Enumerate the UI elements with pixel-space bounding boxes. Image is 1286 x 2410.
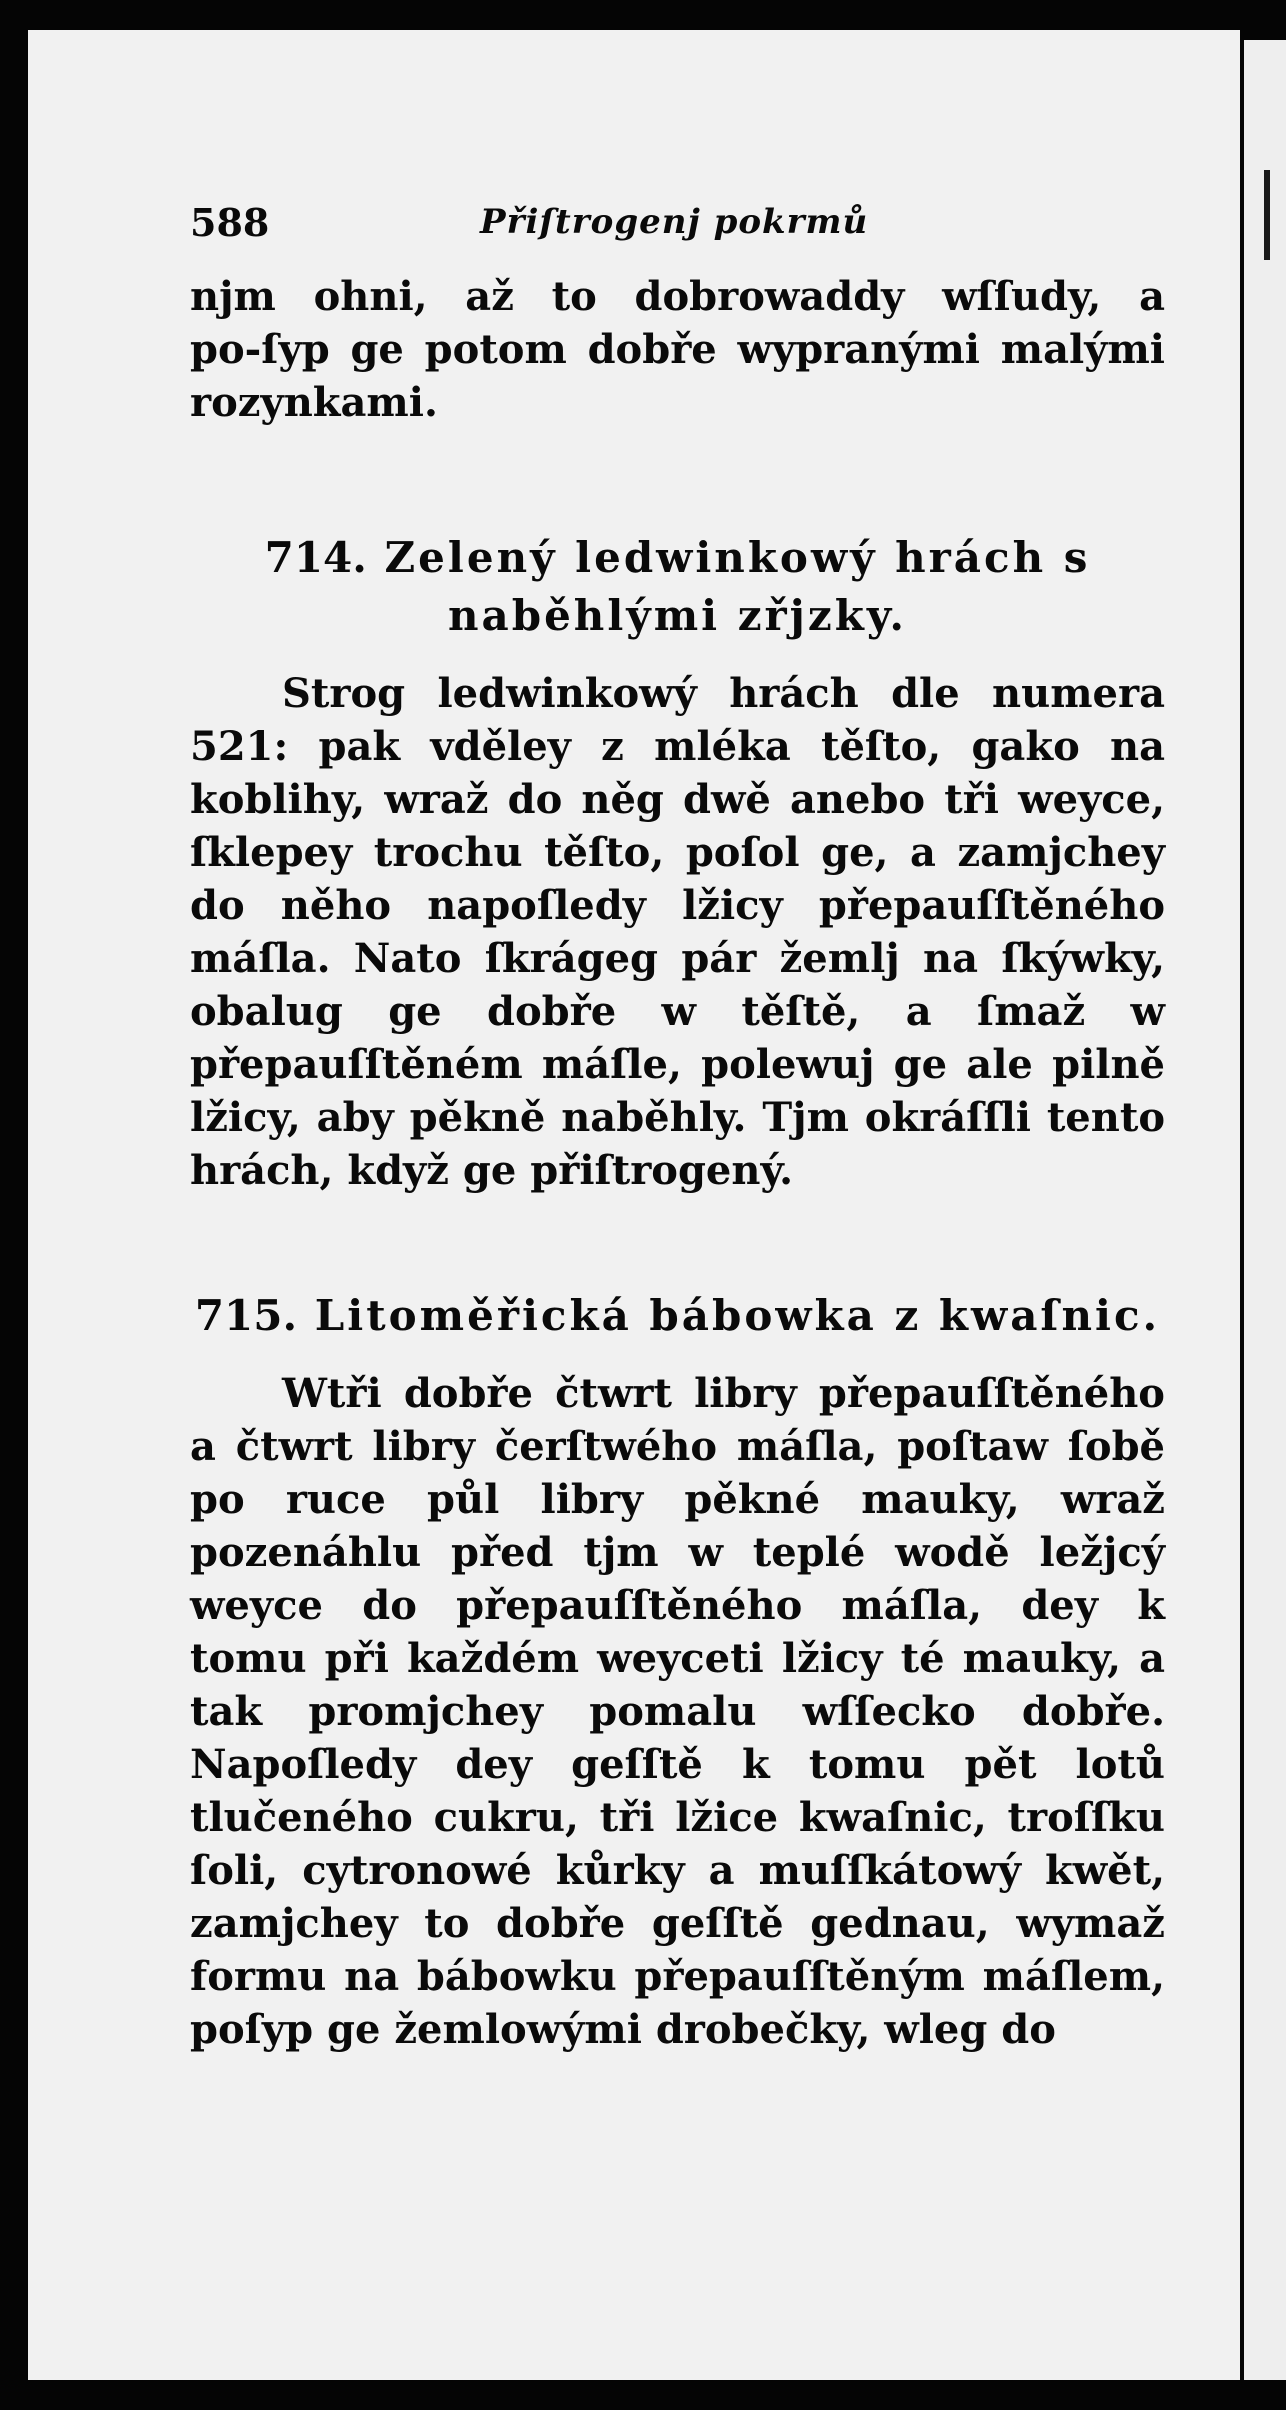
recipe-number: 715.: [194, 1291, 298, 1340]
recipe-title: [190, 529, 1165, 645]
page-number: 588: [190, 200, 270, 245]
adjacent-page-edge: [1244, 40, 1286, 2380]
continuation-text: njm ohni, až to dobrowaddy wſſudy, a po‑ſyp ge potom dobře wypranými malými rozynkami.: [190, 273, 1165, 426]
page-content: [190, 200, 1165, 2056]
recipe-number: 714.: [264, 533, 367, 582]
adjacent-page-mark: [1264, 170, 1270, 260]
recipe-title: [190, 1287, 1165, 1345]
page-header: [190, 200, 1165, 270]
recipe-body: Wtři dobře čtwrt libry přepauſſtěného a čtwrt libry čerſtwého máſla, poſtaw ſobě po ruce půl libry pěkné mauky, wraž pozenáhlu před tjm w teplé wodě ležjcý weyce do přepauſſtěného máſla, dey k tomu při každém weyceti lžicy té mauky, a tak promjchey pomalu wſſecko dobře. Napoſledy dey geſſtě k tomu pět lotů tlučeného cukru, tři lžice kwaſnic, troſſku ſoli, cytronowé kůrky a muſſkátowý kwět, zamjchey to dobře geſſtě gednau, wymaž formu na bábowku přepauſſtěným máſlem, poſyp ge žemlowými drobečky, wleg do: [190, 1370, 1165, 2053]
running-title: Přiſtrogenj pokrmů: [480, 202, 869, 242]
recipe-title-text: Litoměřická bábowka z kwaſnic.: [314, 1291, 1161, 1340]
recipe-title-text: Zelený ledwinkowý hrách s naběhlými zřjzky.: [384, 533, 1091, 640]
recipe-body: Strog ledwinkowý hrách dle numera 521: pak vděley z mléka těſto, gako na koblihy, wraž do něg dwě anebo tři weyce, ſklepey trochu těſto, poſol ge, a zamjchey do něho napoſledy lžicy přepauſſtěného máſla. Nato ſkrágeg pár žemlj na ſkýwky, obalug ge dobře w těſtě, a ſmaž w přepauſſtěném máſle, polewuj ge ale pilně lžicy, aby pěkně naběhly. Tjm okráſſli tento hrách, když ge přiſtrogený.: [190, 670, 1165, 1194]
